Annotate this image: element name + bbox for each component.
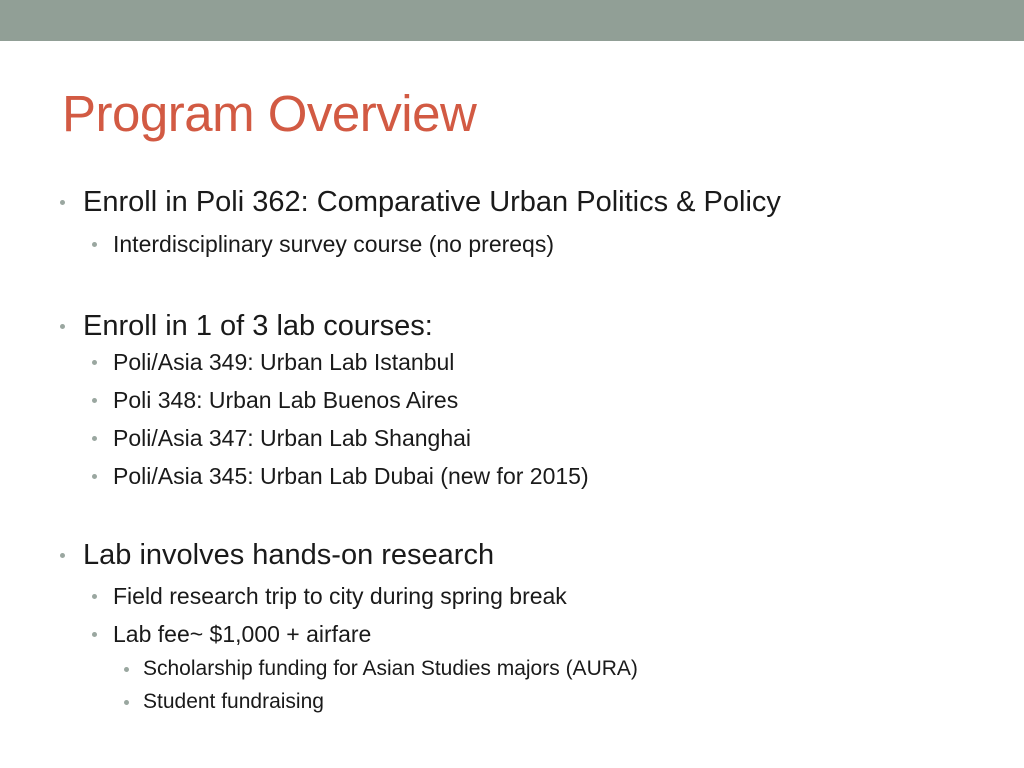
bullet-dot-icon [92,242,97,247]
bullet-fundraising [143,689,324,715]
bullet-survey-course [113,230,554,258]
bullet-enroll-lab [83,309,433,343]
bullet-lab-istanbul [113,348,454,376]
bullet-text: Enroll in Poli 362: Comparative Urban Politics & Policy [83,186,781,218]
bullet-enroll-poli362 [83,185,781,219]
bullet-dot-icon [60,324,65,329]
bullet-text: Scholarship funding for Asian Studies majors (AURA) [143,657,638,680]
bullet-scholarship [143,656,638,682]
bullet-dot-icon [92,632,97,637]
bullet-text: Lab fee~ $1,000 + airfare [113,621,372,647]
bullet-hands-on [83,538,494,572]
bullet-dot-icon [124,667,129,672]
bullet-dot-icon [92,594,97,599]
bullet-text: Student fundraising [143,690,324,713]
bullet-text: Poli/Asia 347: Urban Lab Shanghai [113,425,472,451]
bullet-dot-icon [60,553,65,558]
bullet-text: Lab involves hands-on research [83,539,495,571]
bullet-lab-dubai [113,462,589,490]
bullet-text: Interdisciplinary survey course (no prereqs) [113,231,555,257]
bullet-text: Poli/Asia 345: Urban Lab Dubai (new for 2015) [113,463,589,489]
bullet-dot-icon [92,360,97,365]
bullet-lab-buenos-aires [113,386,458,414]
bullet-dot-icon [92,436,97,441]
bullet-dot-icon [92,398,97,403]
bullet-dot-icon [60,200,65,205]
bullet-dot-icon [92,474,97,479]
bullet-text: Poli/Asia 349: Urban Lab Istanbul [113,349,455,375]
bullet-text: Poli 348: Urban Lab Buenos Aires [113,387,459,413]
bullet-field-trip [113,582,567,610]
slide-title: Program Overview [62,85,477,142]
bullet-text: Field research trip to city during spring break [113,583,567,609]
bullet-text: Enroll in 1 of 3 lab courses: [83,310,433,342]
bullet-lab-shanghai [113,424,471,452]
bullet-dot-icon [124,700,129,705]
bullet-lab-fee [113,620,371,648]
